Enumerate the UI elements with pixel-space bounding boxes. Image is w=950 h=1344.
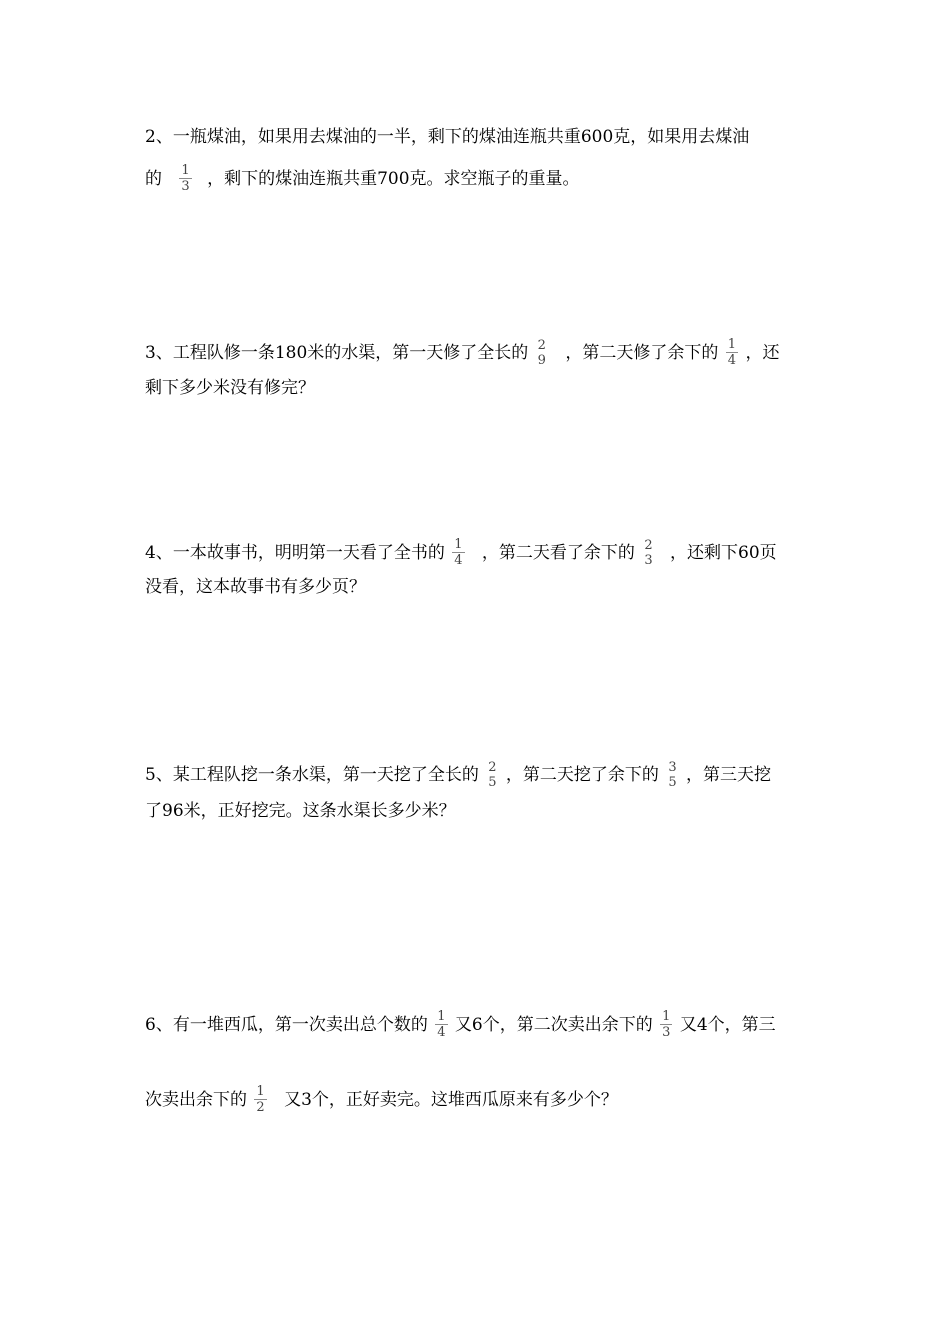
- problem-5-text-2: 了96米，正好挖完。这条水渠长多少米？: [145, 800, 456, 821]
- problem-3-line-1: [145, 337, 780, 368]
- problem-4-line-1: [145, 537, 777, 568]
- problem-6-line-1: [145, 1009, 776, 1040]
- problem-3-text-2: 剩下多少米没有修完？: [145, 377, 315, 398]
- fraction-one-half: [254, 1084, 266, 1115]
- fraction-one-third: [179, 163, 191, 194]
- problem-4-text-2: 没看，这本故事书有多少页？: [145, 576, 366, 597]
- fraction-denominator: 4: [454, 553, 463, 568]
- fraction-denominator: 2: [256, 1100, 265, 1115]
- problem-4-text-1b: ，第二天看了余下的: [481, 542, 635, 563]
- fraction-numerator: 1: [454, 537, 463, 552]
- fraction-numerator: 2: [488, 760, 497, 775]
- fraction-three-fifths: [666, 760, 678, 790]
- problem-3-line-2: [145, 377, 315, 397]
- problem-4-text-1a: 4、一本故事书，明明第一天看了全书的: [145, 542, 445, 563]
- problem-2-text-1: 2、一瓶煤油，如果用去煤油的一半，剩下的煤油连瓶共重600克，如果用去煤油: [145, 127, 750, 147]
- problem-4-line-2: [145, 576, 366, 596]
- fraction-numerator: 1: [256, 1084, 265, 1099]
- fraction-denominator: 3: [644, 552, 653, 568]
- fraction-two-ninths: [536, 338, 548, 368]
- problem-6-text-1a: 6、有一堆西瓜，第一次卖出总个数的: [145, 1014, 428, 1035]
- problem-3-text-1a: 3、工程队修一条180米的水渠，第一天修了全长的: [145, 342, 529, 363]
- problem-6-text-2b: 又3个，正好卖完。这堆西瓜原来有多少个？: [284, 1089, 618, 1110]
- problem-4-text-1c: ，还剩下60页: [670, 542, 777, 563]
- problem-2-line-2: [145, 163, 580, 194]
- problem-3-text-1c: ，还: [745, 342, 780, 363]
- problem-6-text-1c: 又4个，第三: [679, 1014, 776, 1035]
- problem-5-text-1c: ，第三天挖: [686, 765, 772, 785]
- fraction-two-fifths: [486, 760, 498, 790]
- fraction-one-fourth: [726, 337, 738, 368]
- problem-2-text-2a: 的: [145, 168, 162, 189]
- fraction-two-thirds: [642, 538, 654, 568]
- problem-5-text-1a: 5、某工程队挖一条水渠，第一天挖了全长的: [145, 765, 479, 785]
- problem-2-text-2b: ，剩下的煤油连瓶共重700克。求空瓶子的重量。: [207, 168, 580, 189]
- problem-2-line-1: [145, 127, 805, 147]
- fraction-denominator: 5: [488, 775, 497, 790]
- problem-6-text-1b: 又6个，第二次卖出余下的: [454, 1014, 653, 1035]
- fraction-numerator: 1: [437, 1009, 446, 1024]
- fraction-denominator: 3: [181, 179, 190, 194]
- fraction-numerator: 1: [662, 1009, 671, 1024]
- problem-3-text-1b: ，第二天修了余下的: [565, 342, 719, 363]
- fraction-numerator: 3: [668, 760, 677, 775]
- fraction-denominator: 4: [727, 353, 737, 368]
- problem-5-line-2: [145, 800, 456, 820]
- fraction-one-third: [660, 1009, 672, 1040]
- problem-5-line-1: [145, 760, 772, 790]
- fraction-numerator: 2: [537, 337, 546, 353]
- problem-6-text-2a: 次卖出余下的: [145, 1089, 247, 1110]
- fraction-one-fourth: [435, 1009, 447, 1040]
- fraction-numerator: 1: [181, 163, 190, 178]
- fraction-denominator: 4: [437, 1025, 446, 1040]
- problem-5-text-1b: ，第二天挖了余下的: [505, 765, 659, 785]
- fraction-denominator: 5: [668, 775, 677, 790]
- fraction-one-fourth: [452, 537, 464, 568]
- fraction-numerator: 1: [727, 337, 737, 352]
- problem-6-line-2: [145, 1084, 618, 1115]
- fraction-denominator: 9: [537, 352, 546, 368]
- fraction-denominator: 3: [662, 1025, 671, 1040]
- fraction-numerator: 2: [644, 537, 653, 553]
